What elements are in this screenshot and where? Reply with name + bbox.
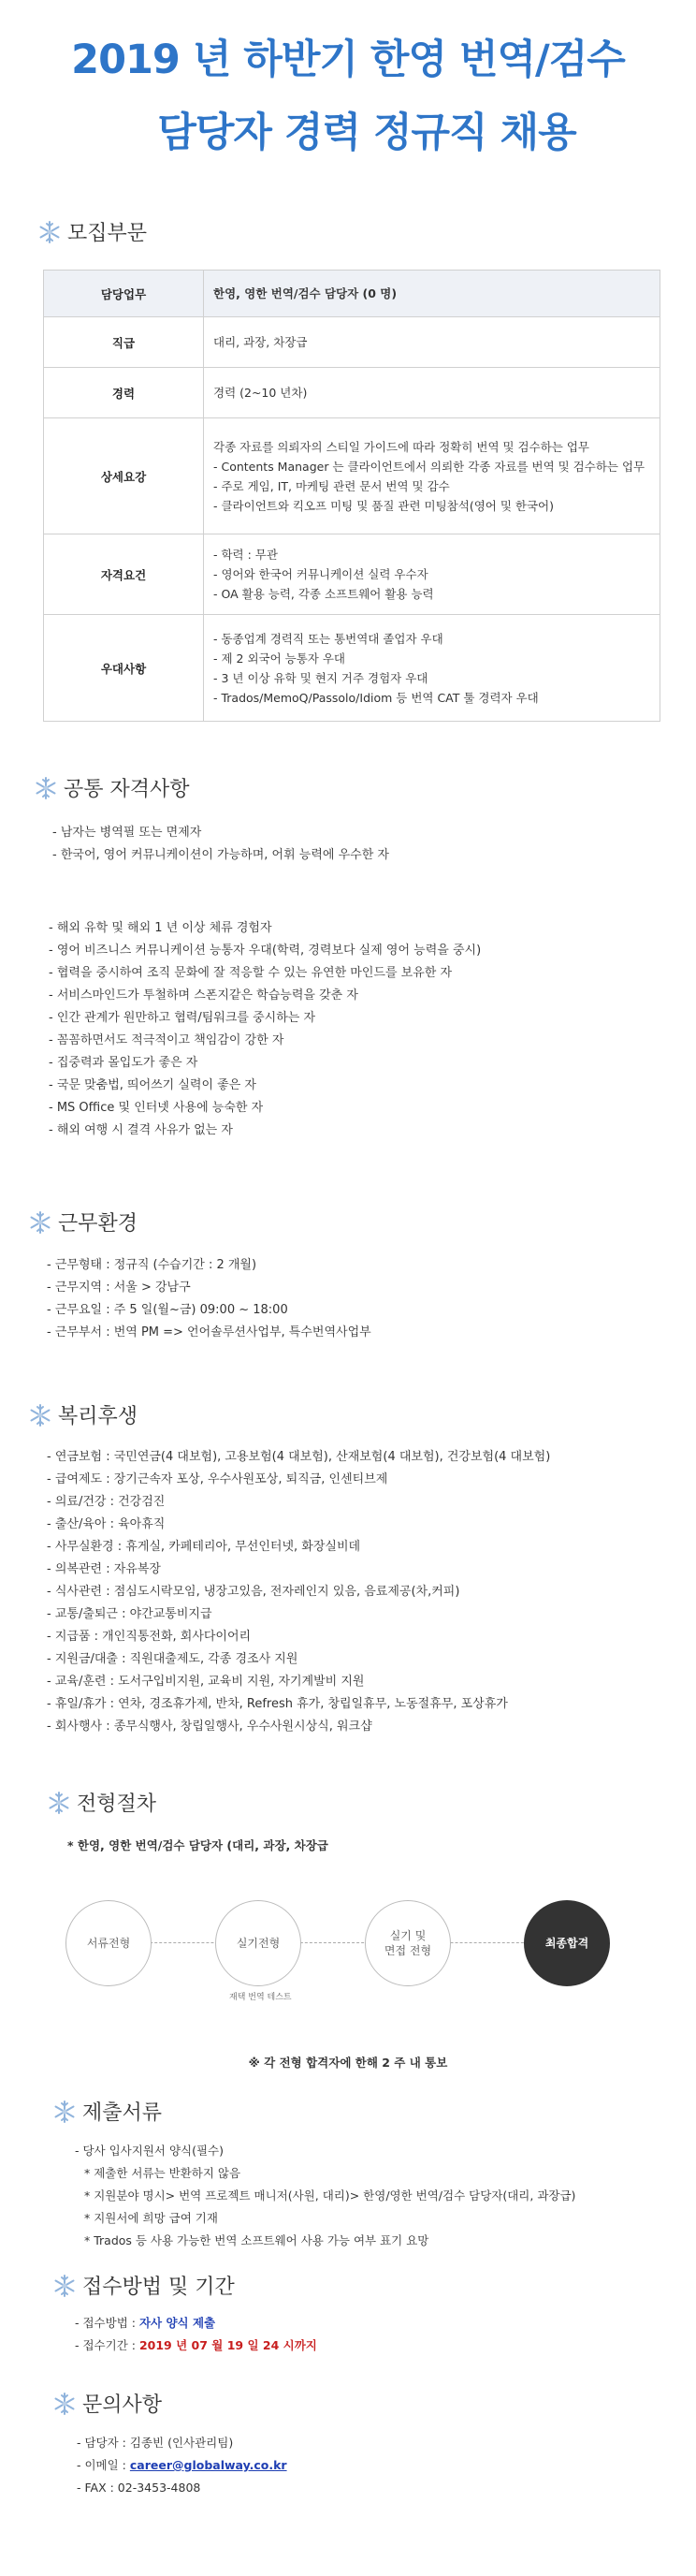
snowflake-icon (28, 1210, 52, 1235)
list-item: - 영어 비즈니스 커뮤니케이션 능통자 우대(학력, 경력보다 실제 영어 능력을 중시) (49, 944, 482, 958)
step-label: 실기전형 (236, 1937, 281, 1950)
detail-line: 각종 자료를 의뢰자의 스티일 가이드에 따라 정확히 번역 및 검수하는 업무 (213, 439, 589, 454)
detail-line: - 동종업계 경력직 또는 통번역대 졸업자 우대 (213, 631, 443, 646)
list-item (77, 2454, 287, 2477)
list-item: - 회사행사 : 종무식행사, 창립일행사, 우수사원시상식, 워크샵 (47, 1720, 372, 1734)
detail-line: - 3 년 이상 유학 및 현지 거주 경험자 우대 (213, 670, 428, 685)
apply-period-label: - 접수기간 : (75, 2338, 139, 2352)
snowflake-icon (52, 2274, 77, 2298)
list-item: - 휴일/휴가 : 연차, 경조휴가제, 반차, Refresh 휴가, 창립일휴무, 노동절휴무, 포상휴가 (47, 1697, 508, 1711)
section-title: 문의사항 (82, 2393, 163, 2417)
apply-list (75, 2312, 317, 2357)
detail-line: - 학력 : 무관 (213, 548, 278, 562)
step-label (384, 1928, 431, 1958)
section-title: 전형절차 (77, 1793, 157, 1816)
table-row (44, 615, 660, 722)
list-item: - 근무형태 : 정규직 (수습기간 : 2 개월) (47, 1258, 257, 1272)
table-key: 상세요강 (44, 418, 204, 534)
snowflake-icon (37, 220, 62, 244)
step-label: 최종합격 (544, 1937, 589, 1950)
list-item: - 서비스마인드가 투철하며 스폰지같은 학습능력을 갖춘 자 (49, 988, 358, 1003)
table-value: 한영, 영한 번역/검수 담당자 (0 명) (204, 271, 660, 317)
list-item: - 근무요일 : 주 5 일(월~금) 09:00 ~ 18:00 (47, 1303, 288, 1317)
section-work (28, 1208, 138, 1237)
list-item: - 집중력과 몰입도가 좋은 자 (49, 1056, 198, 1070)
work-list (47, 1254, 371, 1344)
step-label-line: 면접 전형 (384, 1944, 432, 1957)
apply-period-value: 2019 년 07 월 19 일 24 시까지 (138, 2338, 317, 2352)
list-item: - 근무지역 : 서울 > 강남구 (47, 1281, 191, 1295)
list-item: - 교통/출퇴근 : 야간교통비지급 (47, 1607, 212, 1621)
process-step-practical (215, 1900, 301, 1986)
list-item: - 의복관련 : 자유복장 (47, 1562, 161, 1576)
section-title: 모집부문 (67, 222, 148, 245)
detail-line: - 영어와 한국어 커뮤니케이션 실력 우수자 (213, 567, 428, 581)
list-item: * 제출한 서류는 반환하지 않음 (84, 2166, 241, 2180)
list-item: - 교육/훈련 : 도서구입비지원, 교육비 지원, 자기계발비 지원 (47, 1675, 365, 1689)
table-value (204, 615, 660, 722)
welfare-list (47, 1446, 550, 1738)
docs-list (75, 2140, 575, 2252)
process-position: * 한영, 영한 번역/검수 담당자 (대리, 과장, 차장급 (67, 1838, 328, 1852)
snowflake-icon (34, 776, 58, 800)
list-item: * 지원서에 희망 급여 기재 (84, 2211, 218, 2225)
page-title: 2019 년 하반기 한영 번역/검수 (71, 37, 625, 83)
list-item: - 사무실환경 : 휴게실, 카페테리아, 무선인터넷, 화장실비데 (47, 1540, 361, 1554)
table-value (204, 418, 660, 534)
process-step-document (65, 1900, 152, 1986)
snowflake-icon (47, 1791, 71, 1815)
process-step-final (524, 1900, 610, 1986)
process-connector (112, 1942, 561, 1943)
table-row (44, 317, 660, 368)
list-item: - 꼼꼼하면서도 적극적이고 책임감이 강한 자 (49, 1033, 284, 1047)
step-label: 서류전형 (86, 1937, 131, 1950)
list-item: * Trados 등 사용 가능한 번역 소프트웨어 사용 가능 여부 표기 요망 (84, 2233, 429, 2247)
table-key: 담당업무 (44, 271, 204, 317)
table-row (44, 534, 660, 615)
process-flow (65, 1891, 608, 2003)
section-title: 접수방법 및 기간 (82, 2276, 235, 2299)
detail-line: - 제 2 외국어 능통자 우대 (213, 651, 346, 666)
list-item: - 해외 유학 및 해외 1 년 이상 체류 경험자 (49, 921, 272, 935)
section-title: 공통 자격사항 (64, 778, 190, 801)
list-item (75, 2334, 317, 2357)
section-title: 복리후생 (58, 1405, 138, 1428)
section-title: 제출서류 (82, 2101, 163, 2125)
table-row (44, 271, 660, 317)
recruit-table (43, 270, 660, 722)
table-row (44, 368, 660, 418)
table-key: 우대사항 (44, 615, 204, 722)
detail-line: - Trados/MemoQ/Passolo/Idiom 등 번역 CAT 툴 경력자 우대 (213, 690, 539, 705)
apply-method-value: 자사 양식 제출 (138, 2316, 216, 2330)
email-link[interactable]: career@globalway.co.kr (129, 2458, 287, 2472)
list-item: * 지원분야 명시> 번역 프로젝트 매니저(사원, 대리)> 한영/영한 번역/검수 담당자(대리, 과장급) (84, 2188, 576, 2203)
table-value: 경력 (2~10 년차) (204, 368, 660, 418)
list-item: - 협력을 중시하여 조직 문화에 잘 적응할 수 있는 유연한 마인드를 보유한 자 (49, 966, 453, 980)
table-key: 경력 (44, 368, 204, 418)
table-row (44, 418, 660, 534)
list-item: - 의료/건강 : 건강검진 (47, 1495, 166, 1509)
table-key: 직급 (44, 317, 204, 368)
process-step-interview (365, 1900, 451, 1986)
table-value: 대리, 과장, 차장급 (204, 317, 660, 368)
section-title: 근무환경 (58, 1212, 138, 1236)
apply-method-label: - 접수방법 : (75, 2316, 139, 2330)
list-item: - FAX : 02-3453-4808 (77, 2481, 201, 2495)
section-common (34, 773, 190, 802)
contact-list (77, 2432, 287, 2499)
list-item: - 남자는 병역필 또는 면제자 (52, 826, 202, 840)
list-item: - 담당자 : 김종빈 (인사관리팀) (77, 2436, 234, 2450)
snowflake-icon (52, 2392, 77, 2416)
snowflake-icon (28, 1403, 52, 1427)
snowflake-icon (52, 2100, 77, 2124)
list-item (75, 2312, 317, 2334)
process-step-note: 재택 번역 테스트 (229, 1993, 292, 2002)
list-item: - 근무부서 : 번역 PM => 언어솔루션사업부, 특수번역사업부 (47, 1325, 371, 1339)
common-list-a (52, 822, 389, 867)
section-recruit (37, 217, 147, 246)
section-apply (52, 2271, 235, 2300)
table-key: 자격요건 (44, 534, 204, 615)
list-item: - 연금보험 : 국민연금(4 대보험), 고용보험(4 대보험), 산재보험(4 대보험), 건강보험(4 대보험) (47, 1450, 551, 1464)
section-contact (52, 2389, 162, 2418)
list-item: - 인간 관계가 원만하고 협력/팀워크를 중시하는 자 (49, 1011, 316, 1025)
list-item: - 출산/육아 : 육아휴직 (47, 1517, 166, 1531)
common-list-b (49, 917, 481, 1142)
list-item: - 해외 여행 시 결격 사유가 없는 자 (49, 1123, 233, 1137)
process-notice: ※ 각 전형 합격자에 한해 2 주 내 통보 (248, 2056, 448, 2070)
section-process (47, 1788, 156, 1817)
detail-line: - Contents Manager 는 클라이언트에서 의뢰한 각종 자료를 번역 및 검수하는 업무 (213, 459, 645, 474)
detail-line: - OA 활용 능력, 각종 소프트웨어 활용 능력 (213, 587, 434, 601)
list-item: - 급여제도 : 장기근속자 포상, 우수사원포상, 퇴직금, 인센티브제 (47, 1472, 388, 1486)
step-label-line: 실기 및 (389, 1929, 427, 1942)
email-label: - 이메일 : (77, 2458, 130, 2472)
section-welfare (28, 1400, 138, 1429)
list-item: - 한국어, 영어 커뮤니케이션이 가능하며, 어휘 능력에 우수한 자 (52, 848, 389, 862)
list-item: - 당사 입사지원서 양식(필수) (75, 2144, 225, 2158)
page-subtitle: 담당자 경력 정규직 채용 (157, 110, 576, 156)
section-docs (52, 2097, 162, 2126)
detail-line: - 주로 게임, IT, 마케팅 관련 문서 번역 및 감수 (213, 478, 450, 493)
list-item: - 지원금/대출 : 직원대출제도, 각종 경조사 지원 (47, 1652, 298, 1666)
list-item: - 국문 맞춤법, 띄어쓰기 실력이 좋은 자 (49, 1078, 256, 1092)
detail-line: - 클라이언트와 킥오프 미팅 및 품질 관련 미팅참석(영어 및 한국어) (213, 498, 554, 513)
table-value (204, 534, 660, 615)
list-item: - 식사관련 : 점심도시락모임, 냉장고있음, 전자레인지 있음, 음료제공(차,커피) (47, 1585, 460, 1599)
list-item: - MS Office 및 인터넷 사용에 능숙한 자 (49, 1101, 264, 1115)
list-item: - 지급품 : 개인직통전화, 회사다이어리 (47, 1630, 252, 1644)
